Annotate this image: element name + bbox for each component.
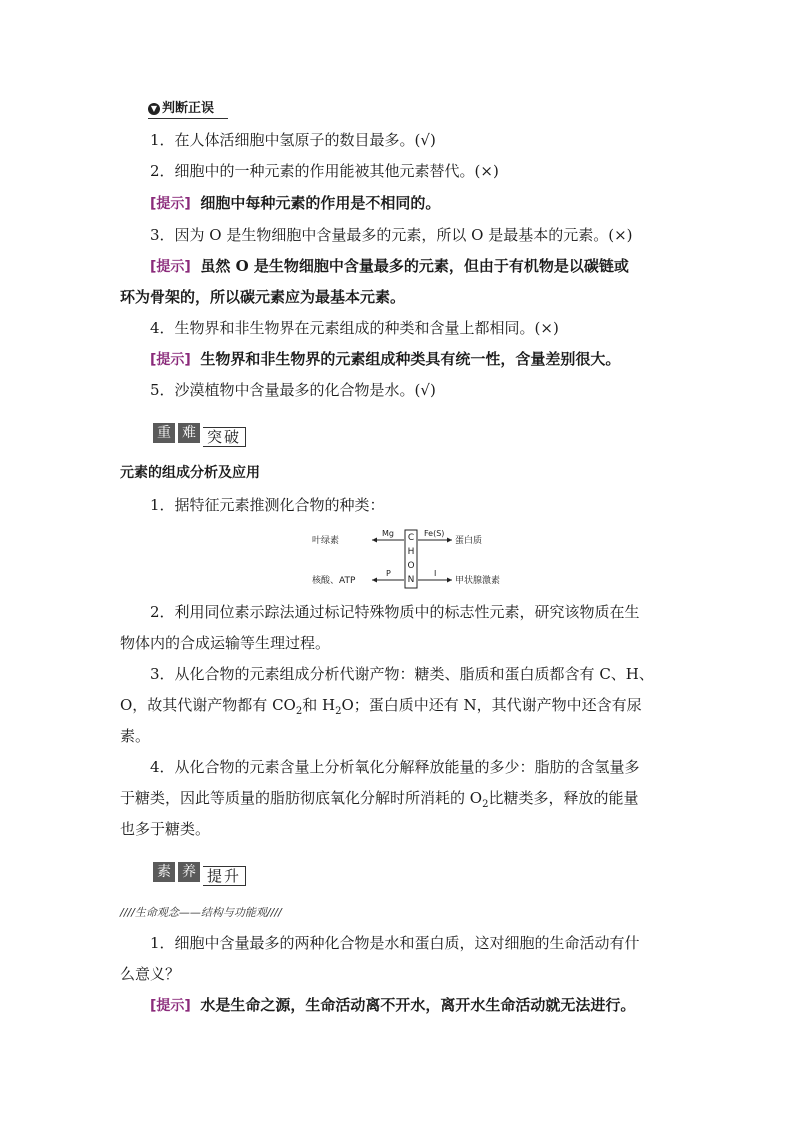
concept-label: ////生命观念——结构与功能观//// [120, 906, 282, 919]
item-1: 1．在人体活细胞中氢原子的数目最多。(√) [150, 131, 436, 149]
element-diagram [312, 524, 517, 592]
fe-label: Fe(S) [424, 529, 445, 538]
body-3-cont: O，故其代谢产物都有 $CO_2$和 $H_2O$；蛋白质中还有 N，其代谢产物中还含有尿 [120, 696, 642, 717]
protein-label: 蛋白质 [455, 536, 483, 546]
body-2-cont: 物体内的合成运输等生理过程。 [120, 634, 331, 652]
thyroxine-label: 甲状腺激素 [455, 576, 501, 586]
item-5: 5．沙漠植物中含量最多的化合物是水。(√) [150, 381, 436, 399]
body-3: 3．从化合物的元素组成分析代谢产物：糖类、脂质和蛋白质都含有 C、H、 [150, 665, 654, 683]
body-4-cont: 于糖类，因此等质量的脂肪彻底氧化分解时所消耗的 $O_2$比糖类多，释放的能量 [120, 789, 639, 810]
el-o: O [407, 561, 415, 571]
nucleic-label: 核酸、ATP [312, 576, 356, 586]
banner-literacy: 素 养 提升 [153, 860, 246, 882]
hint-3: [提示] 虽然 O 是生物细胞中含量最多的元素，但由于有机物是以碳链或 [150, 257, 629, 275]
triangle-icon: ▼ [148, 103, 160, 115]
body-3-end: 素。 [120, 727, 151, 745]
body-4: 4．从化合物的元素含量上分析氧化分解释放能量的多少：脂肪的含氢量多 [150, 758, 640, 776]
arrowhead-i [447, 578, 452, 583]
p-label: P [386, 569, 391, 578]
question-1: 1．细胞中含量最多的两种化合物是水和蛋白质，这对细胞的生命活动有什 [150, 934, 640, 952]
el-n: N [407, 575, 415, 585]
hint-4: [提示] 生物界和非生物界的元素组成种类具有统一性，含量差别很大。 [150, 350, 621, 368]
section-title: 元素的组成分析及应用 [120, 465, 260, 481]
el-h: H [407, 547, 415, 557]
banner-key-points: 重 难 突破 [153, 421, 246, 443]
body-2: 2．利用同位素示踪法通过标记特殊物质中的标志性元素，研究该物质在生 [150, 603, 640, 621]
item-4: 4．生物界和非生物界在元素组成的种类和含量上都相同。(×) [150, 319, 559, 337]
item-3: 3．因为 O 是生物细胞中含量最多的元素，所以 O 是最基本的元素。(×) [150, 226, 633, 244]
chlorophyll-label: 叶绿素 [312, 536, 340, 546]
mg-label: Mg [382, 529, 394, 538]
i-label: I [434, 569, 437, 578]
arrowhead-fe [447, 538, 452, 543]
item-2: 2．细胞中的一种元素的作用能被其他元素替代。(×) [150, 162, 499, 180]
arrowhead-mg [372, 538, 377, 543]
question-1-cont: 么意义？ [120, 965, 181, 983]
body-4-end: 也多于糖类。 [120, 820, 211, 838]
hint-3-cont: 环为骨架的，所以碳元素应为最基本元素。 [120, 288, 406, 306]
body-1: 1．据特征元素推测化合物的种类： [150, 496, 385, 514]
answer-1: [提示] 水是生命之源，生命活动离不开水，离开水生命活动就无法进行。 [150, 996, 636, 1014]
hint-2: [提示] 细胞中每种元素的作用是不相同的。 [150, 194, 441, 212]
el-c: C [407, 533, 415, 543]
judge-tag: ▼ 判断正误 [148, 100, 228, 119]
arrowhead-p [372, 578, 377, 583]
